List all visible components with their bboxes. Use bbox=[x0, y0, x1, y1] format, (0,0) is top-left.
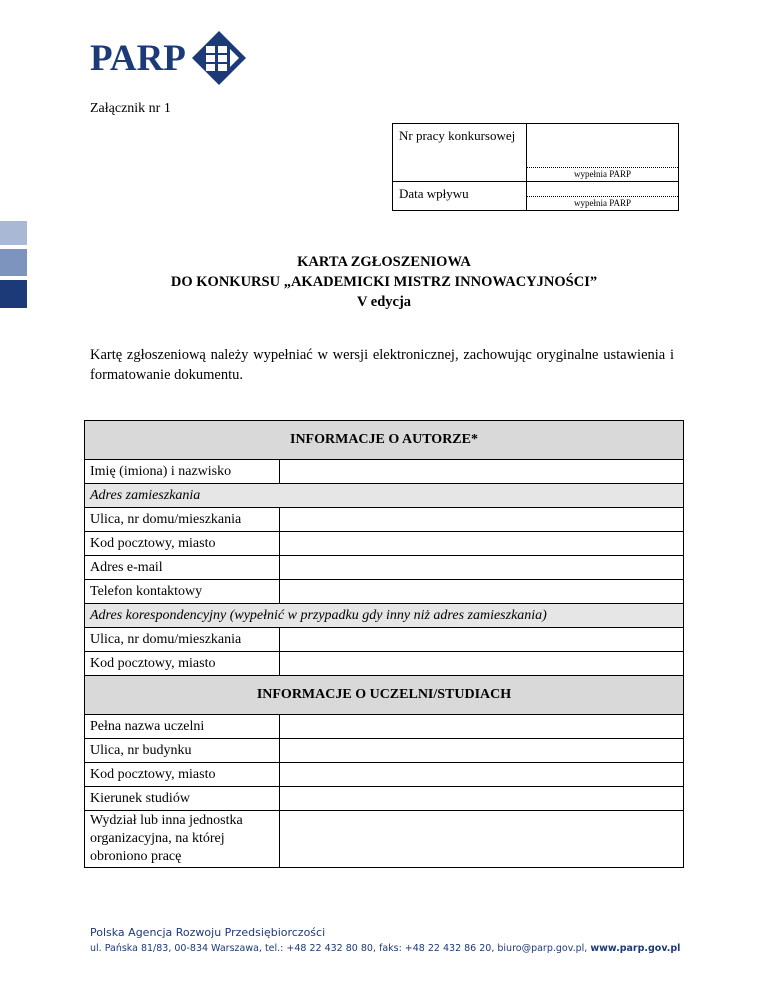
corr-postal-field[interactable] bbox=[280, 652, 684, 676]
receipt-date-label: Data wpływu bbox=[393, 182, 527, 211]
footer-website-link[interactable]: www.parp.gov.pl bbox=[590, 943, 681, 954]
document-title bbox=[0, 252, 768, 312]
title-line: KARTA ZGŁOSZENIOWA bbox=[297, 254, 471, 270]
corr-street-label: Ulica, nr domu/mieszkania bbox=[85, 628, 280, 652]
side-accent-bar bbox=[0, 221, 27, 245]
name-label: Imię (imiona) i nazwisko bbox=[85, 460, 280, 484]
phone-label: Telefon kontaktowy bbox=[85, 580, 280, 604]
intake-box bbox=[392, 123, 679, 211]
faculty-label: Wydział lub inna jednostka organizacyjna, na której obroniono pracę bbox=[85, 811, 280, 868]
university-postal-field[interactable] bbox=[280, 763, 684, 787]
street-label: Ulica, nr domu/mieszkania bbox=[85, 508, 280, 532]
faculty-field[interactable] bbox=[280, 811, 684, 868]
parp-logo bbox=[90, 30, 246, 86]
intro-paragraph: Kartę zgłoszeniową należy wypełniać w wersji elektronicznej, zachowując oryginalne ustawienia i formatowanie dokumentu. bbox=[90, 347, 674, 383]
university-street-label: Ulica, nr budynku bbox=[85, 739, 280, 763]
street-field[interactable] bbox=[280, 508, 684, 532]
residence-address-header: Adres zamieszkania bbox=[85, 484, 684, 508]
field-of-study-field[interactable] bbox=[280, 787, 684, 811]
university-street-field[interactable] bbox=[280, 739, 684, 763]
parp-logo-icon bbox=[192, 31, 246, 85]
fill-note: wypełnia PARP bbox=[527, 167, 678, 181]
footer-address-line bbox=[90, 943, 680, 954]
footer-address: ul. Pańska 81/83, 00-834 Warszawa, tel.: +48 22 432 80 80, faks: +48 22 432 86 20, biuro@parp.gov.pl, bbox=[90, 943, 588, 954]
postal-label: Kod pocztowy, miasto bbox=[85, 532, 280, 556]
receipt-date-field[interactable] bbox=[527, 182, 679, 211]
page-footer bbox=[90, 926, 680, 954]
email-label: Adres e-mail bbox=[85, 556, 280, 580]
title-line: DO KONKURSU „AKADEMICKI MISTRZ INNOWACYJNOŚCI” bbox=[170, 274, 598, 290]
university-postal-label: Kod pocztowy, miasto bbox=[85, 763, 280, 787]
logo-text: PARP bbox=[90, 37, 186, 79]
title-line: V edycja bbox=[356, 294, 412, 310]
entry-number-field[interactable] bbox=[527, 124, 679, 182]
correspondence-address-header: Adres korespondencyjny (wypełnić w przypadku gdy inny niż adres zamieszkania) bbox=[85, 604, 684, 628]
corr-street-field[interactable] bbox=[280, 628, 684, 652]
phone-field[interactable] bbox=[280, 580, 684, 604]
annex-label: Załącznik nr 1 bbox=[90, 101, 171, 116]
application-form-table bbox=[84, 420, 684, 868]
name-field[interactable] bbox=[280, 460, 684, 484]
author-section-header: INFORMACJE O AUTORZE* bbox=[85, 421, 684, 460]
entry-number-label: Nr pracy konkursowej bbox=[393, 124, 527, 182]
university-name-field[interactable] bbox=[280, 715, 684, 739]
university-name-label: Pełna nazwa uczelni bbox=[85, 715, 280, 739]
postal-field[interactable] bbox=[280, 532, 684, 556]
university-section-header: INFORMACJE O UCZELNI/STUDIACH bbox=[85, 676, 684, 715]
fill-note: wypełnia PARP bbox=[527, 196, 678, 210]
footer-org-name: Polska Agencja Rozwoju Przedsiębiorczości bbox=[90, 926, 326, 939]
corr-postal-label: Kod pocztowy, miasto bbox=[85, 652, 280, 676]
field-of-study-label: Kierunek studiów bbox=[85, 787, 280, 811]
email-field[interactable] bbox=[280, 556, 684, 580]
